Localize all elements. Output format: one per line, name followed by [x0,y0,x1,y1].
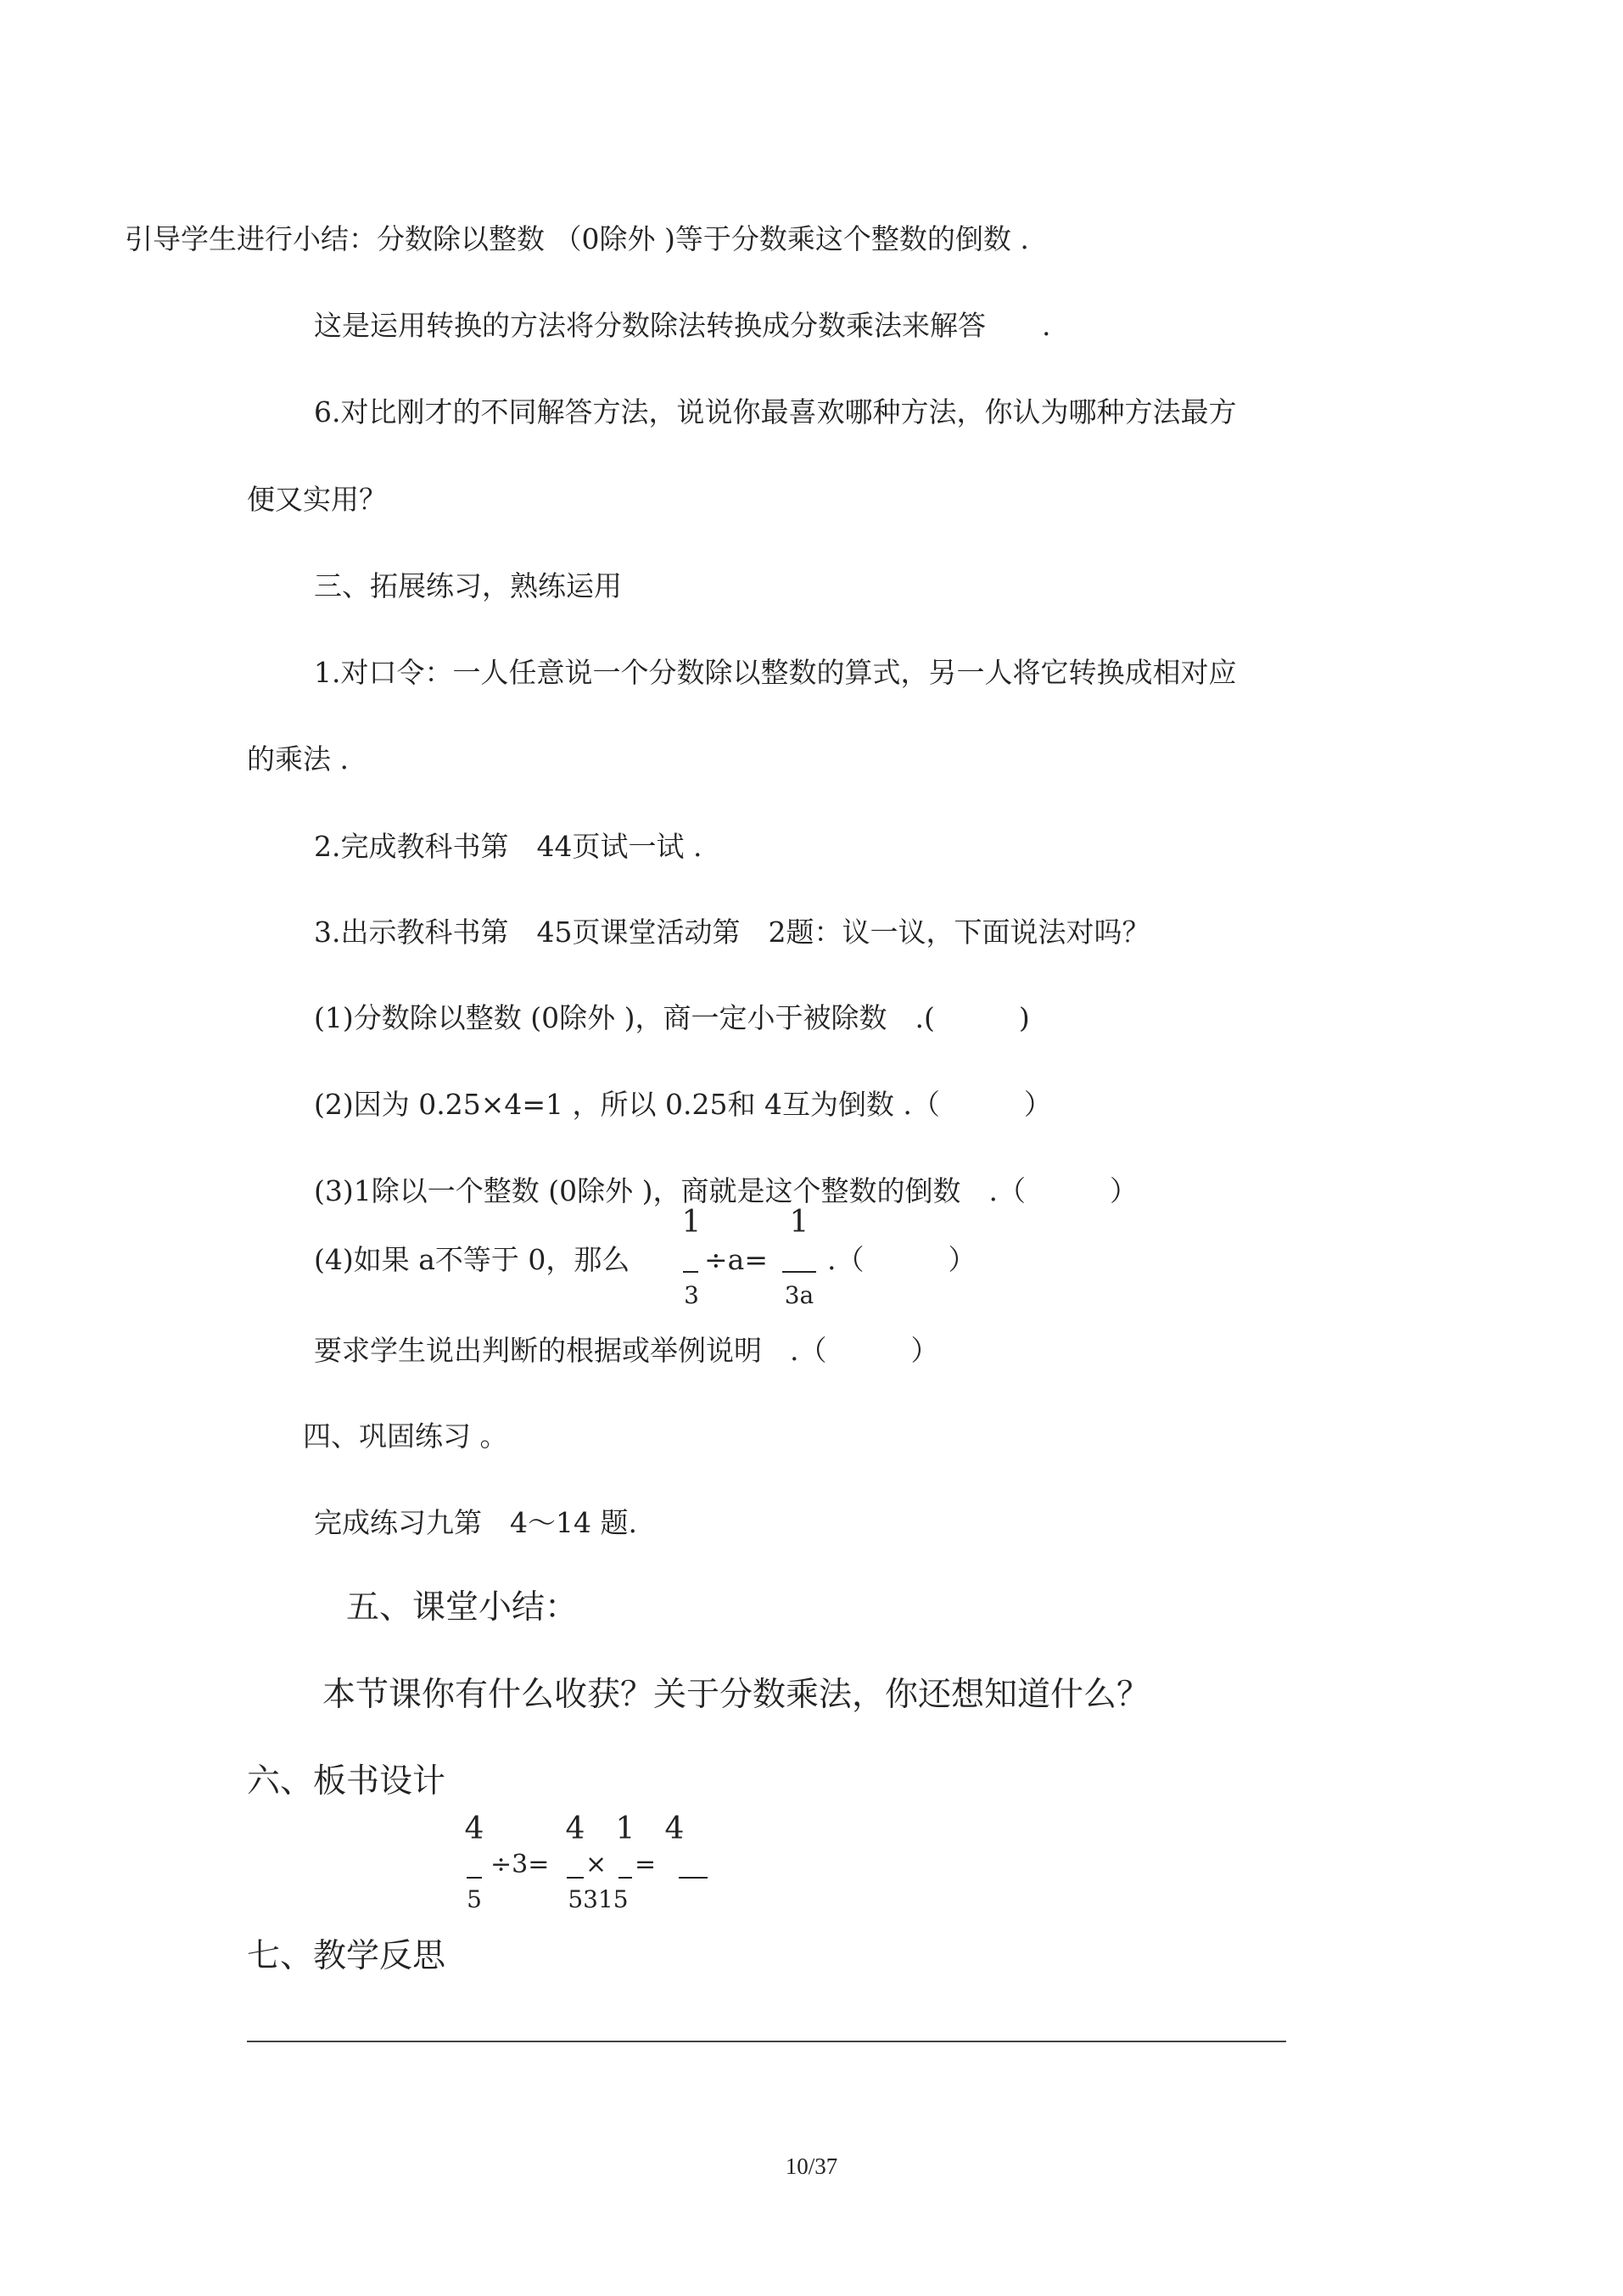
section-6-heading: 六、板书设计 [247,1762,446,1800]
board-den-bc: 5315 [568,1885,629,1913]
question-4-suffix: .（ ） [827,1243,977,1276]
board-num-d: 4 [664,1812,685,1846]
board-num-b: 4 [565,1812,585,1846]
board-divide: ÷3= [490,1850,550,1879]
section-5-heading: 五、课堂小结： [346,1588,579,1627]
fraction-1-bar [683,1271,698,1273]
board-num-c: 1 [615,1812,635,1846]
board-times: × [585,1850,607,1879]
summary-line: 引导学生进行小结：分数除以整数 （0除外 )等于分数乘这个整数的倒数 . [125,222,1029,255]
fraction-1-numerator: 1 [681,1205,702,1240]
board-bar-c [618,1877,632,1879]
fraction-2-bar [782,1271,816,1273]
board-bar-b [567,1877,584,1879]
page-number: 10/37 [785,2153,838,2179]
section-3-heading: 三、拓展练习，熟练运用 [314,569,622,602]
board-den-a: 5 [467,1885,482,1913]
fraction-1-denominator: 3 [684,1281,699,1309]
conversion-line: 这是运用转换的方法将分数除法转换成分数乘法来解答 . [314,309,1051,342]
reflection-question: 本节课你有什么收获？关于分数乘法，你还想知道什么？ [322,1676,1150,1714]
question-2: (2)因为 0.25×4=1 ，所以 0.25和 4互为倒数 .（ ） [314,1088,1052,1121]
board-bar-a [467,1877,482,1879]
exercise-line: 完成练习九第 4～14 题. [314,1506,637,1539]
section-7-heading: 七、教学反思 [247,1937,446,1975]
textbook-p45-line: 3.出示教科书第 45页课堂活动第 2题：议一议，下面说法对吗？ [314,916,1150,949]
compare-methods-line-2: 便又实用？ [247,483,387,516]
question-4-divide: ÷a= [704,1243,768,1276]
oral-drill-line-1: 1.对口令：一人任意说一个分数除以整数的算式，另一人将它转换成相对应 [314,656,1237,689]
reflection-rule [247,2041,1286,2042]
fraction-2-denominator: 3a [784,1281,814,1309]
question-1: (1)分数除以整数 (0除外 )，商一定小于被除数 .( ) [314,1001,1030,1034]
oral-drill-line-2: 的乘法 . [247,742,349,776]
question-3: (3)1除以一个整数 (0除外 )，商就是这个整数的倒数 .（ ） [314,1174,1138,1207]
fraction-2-numerator: 1 [789,1205,809,1240]
question-4-prefix: (4)如果 a不等于 0，那么 [314,1243,630,1276]
justification-line: 要求学生说出判断的根据或举例说明 .（ ） [314,1334,939,1367]
board-equals: = [635,1850,657,1879]
section-4-heading: 四、巩固练习 。 [303,1420,508,1453]
textbook-p44-line: 2.完成教科书第 44页试一试 . [314,830,702,863]
board-num-a: 4 [464,1812,484,1846]
board-bar-d [679,1877,708,1879]
compare-methods-line-1: 6.对比刚才的不同解答方法，说说你最喜欢哪种方法，你认为哪种方法最方 [314,395,1237,428]
